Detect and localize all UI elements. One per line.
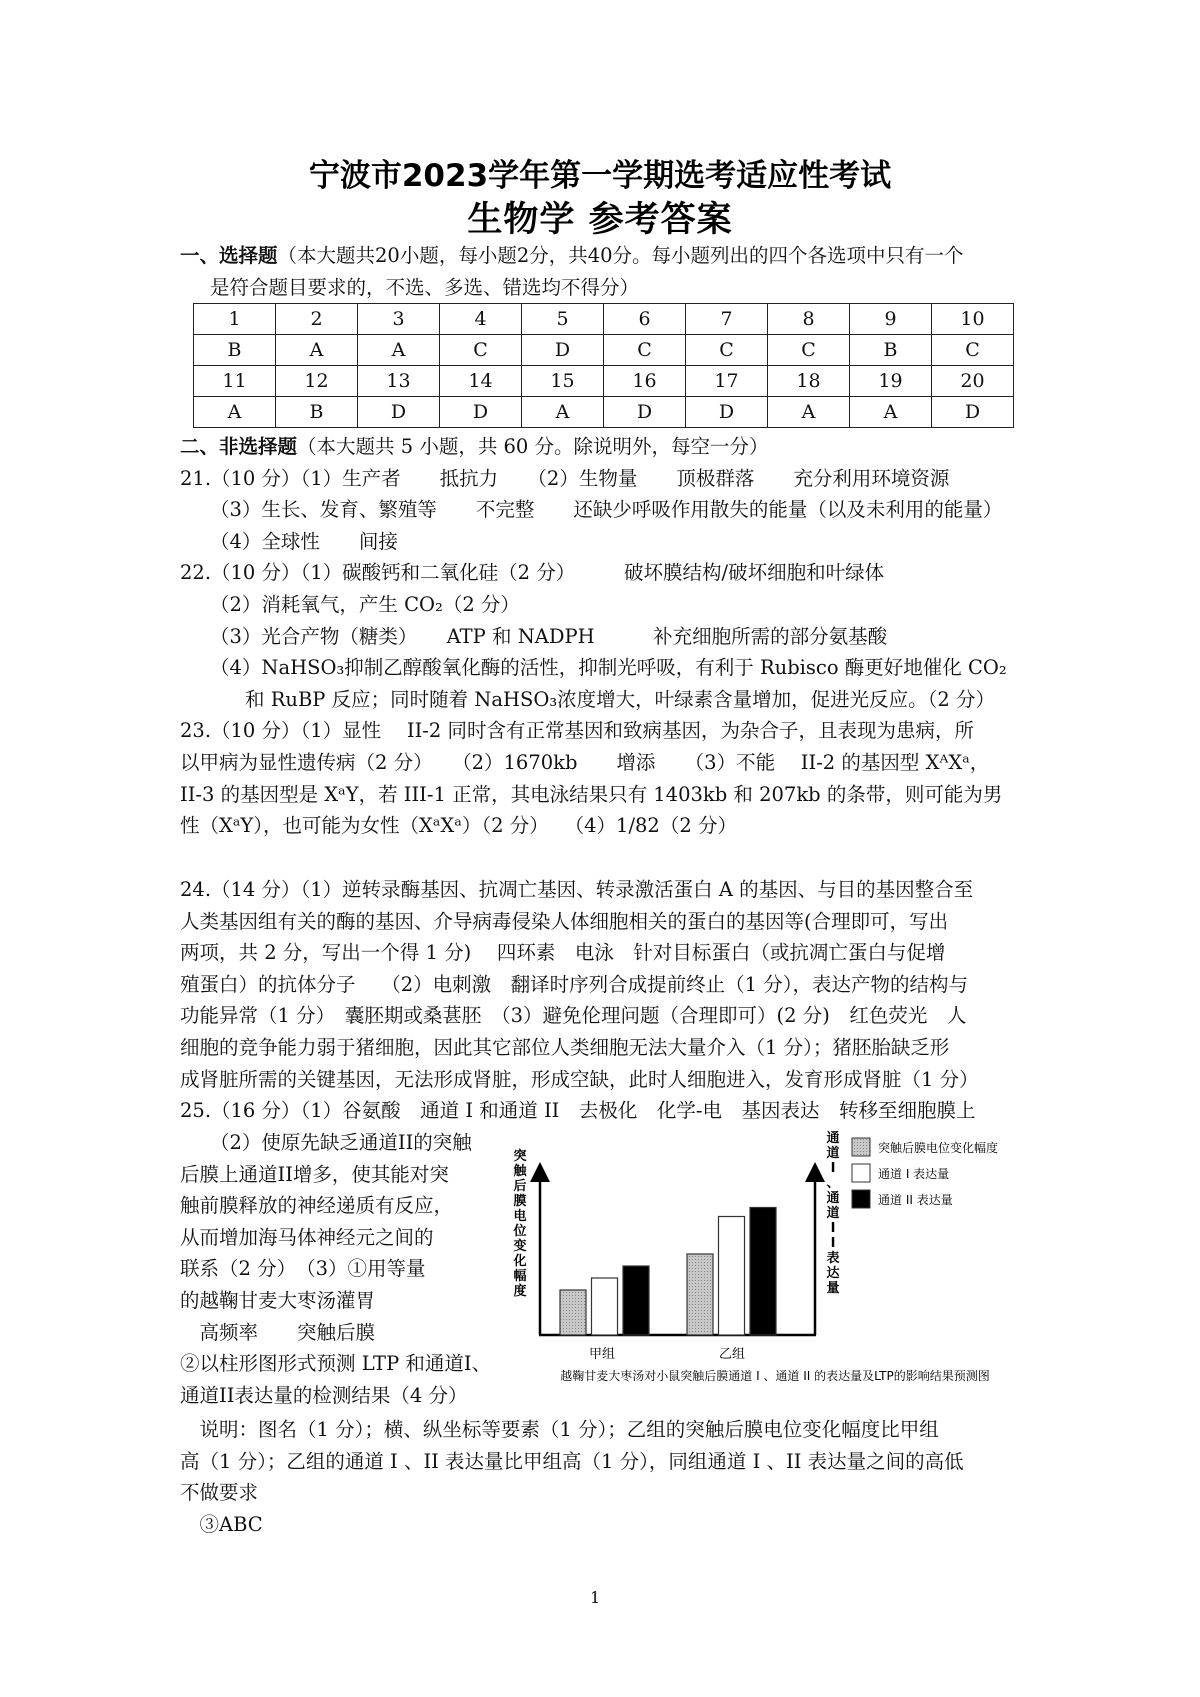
table-cell: C — [604, 335, 686, 366]
legend-label: 通道 I 表达量 — [878, 1167, 950, 1181]
q25-line: 的越鞠甘麦大枣汤灌胃 — [180, 1288, 376, 1312]
table-cell: 8 — [768, 304, 850, 335]
legend-swatch — [852, 1138, 870, 1156]
q24-line: 24.（14 分）（1）逆转录酶基因、抗凋亡基因、转录激活蛋白 A 的基因、与目的基因整合至 — [180, 878, 974, 901]
q22-line: （4）NaHSO₃抑制乙醇酸氧化酶的活性，抑制光呼吸，有利于 Rubisco 酶更好地催化 CO₂ — [210, 656, 1007, 680]
table-cell: 17 — [686, 366, 768, 397]
table-cell: 3 — [358, 304, 440, 335]
section2-desc: （本大题共 5 小题，共 60 分。除说明外，每空一分） — [297, 435, 769, 458]
note-line: 高（1 分）；乙组的通道 I 、II 表达量比甲组高（1 分），同组通道 I 、II 表达量之间的高低 — [180, 1449, 964, 1473]
table-cell: 10 — [932, 304, 1014, 335]
q24-line: 功能异常（1 分） 囊胚期或桑葚胚 （3）避免伦理问题（合理即可）(2 分) 红色荧光 人 — [180, 1004, 967, 1028]
table-cell: A — [276, 335, 358, 366]
q25-line: 25.（16 分）（1）谷氨酸 通道 I 和通道 II 去极化 化学-电 基因表达 转移至细胞膜上 — [180, 1099, 976, 1123]
table-cell: B — [850, 335, 932, 366]
table-cell: D — [932, 397, 1014, 428]
bar — [750, 1208, 776, 1336]
table-cell: 2 — [276, 304, 358, 335]
q24-line: 成肾脏所需的关键基因，无法形成肾脏，形成空缺，此时人细胞进入，发育形成肾脏（1 分） — [180, 1067, 979, 1091]
section1-heading: 一、选择题 — [180, 244, 278, 267]
y-axis-label-left: 突触后膜电位变化幅度 — [513, 1149, 527, 1299]
table-cell: B — [276, 397, 358, 428]
table-cell: 14 — [440, 366, 522, 397]
table-cell: 12 — [276, 366, 358, 397]
q24 — [180, 874, 1030, 1127]
q22-line: （2）消耗氧气，产生 CO₂（2 分） — [210, 592, 520, 616]
q22-line: （3）光合产物（糖类） ATP 和 NADPH 补充细胞所需的部分氨基酸 — [210, 624, 888, 648]
section2-heading: 二、非选择题 — [180, 435, 298, 458]
q25-line: 触前膜释放的神经递质有反应， — [180, 1194, 454, 1218]
q23-line: 以甲病为显性遗传病（2 分） （2）1670kb 增添 （3）不能 II-2 的基因型 XᴬXᵃ， — [180, 750, 990, 774]
table-cell: 15 — [522, 366, 604, 397]
question-number-row — [194, 304, 1014, 335]
question-number-row — [194, 366, 1014, 397]
q23-line: 23.（10 分）（1）显性 II-2 同时含有正常基因和致病基因，为杂合子，且表现为患病，所 — [180, 719, 974, 743]
bar — [592, 1278, 618, 1335]
table-cell: C — [932, 335, 1014, 366]
table-cell: B — [194, 335, 276, 366]
q25-line: 高频率 突触后膜 — [180, 1320, 376, 1344]
chart-title: 越鞠甘麦大枣汤对小鼠突触后膜通道 I 、通道 II 的表达量及LTP的影响结果预测图 — [560, 1369, 990, 1383]
table-cell: 13 — [358, 366, 440, 397]
q22-line: 和 RuBP 反应；同时随着 NaHSO₃浓度增大，叶绿素含量增加，促进光反应。（2 分） — [245, 687, 995, 711]
table-cell: D — [604, 397, 686, 428]
legend-label: 突触后膜电位变化幅度 — [878, 1141, 999, 1155]
q25-side-text — [180, 1127, 520, 1411]
note-line: 说明：图名（1 分）；横、纵坐标等要素（1 分）；乙组的突触后膜电位变化幅度比甲组 — [180, 1418, 939, 1441]
table-cell: 9 — [850, 304, 932, 335]
table-cell: 4 — [440, 304, 522, 335]
table-cell: 20 — [932, 366, 1014, 397]
q24-line: 人类基因组有关的酶的基因、介导病毒侵染人体细胞相关的蛋白的基因等(合理即可，写出 — [180, 909, 949, 933]
legend-label: 通道 II 表达量 — [878, 1193, 953, 1207]
table-cell: 1 — [194, 304, 276, 335]
q25-line: ②以柱形图形式预测 LTP 和通道I、 — [180, 1352, 492, 1376]
note-line: ③ABC — [180, 1512, 263, 1536]
section1-desc-2: 是符合题目要求的，不选、多选、错选均不得分） — [210, 275, 640, 299]
q25-line: 从而增加海马体神经元之间的 — [180, 1225, 434, 1249]
table-cell: 11 — [194, 366, 276, 397]
table-cell: C — [686, 335, 768, 366]
table-cell: A — [194, 397, 276, 428]
q25-line: 通道II表达量的检测结果（4 分） — [180, 1383, 468, 1407]
table-cell: 18 — [768, 366, 850, 397]
bar — [623, 1266, 649, 1335]
section1-header — [180, 240, 1030, 303]
q21-line: 21.（10 分）（1）生产者 抵抗力 （2）生物量 顶极群落 充分利用环境资源 — [180, 466, 950, 490]
table-cell: C — [768, 335, 850, 366]
q21-line: （4）全球性 间接 — [210, 529, 398, 553]
bar — [719, 1217, 745, 1336]
table-cell: 16 — [604, 366, 686, 397]
q24-line: 细胞的竞争能力弱于猪细胞，因此其它部位人类细胞无法大量介入（1 分）；猪胚胎缺乏形 — [180, 1035, 950, 1059]
doc-subtitle: 生物学 参考答案 — [467, 200, 733, 240]
y-axis-label-right: 通道 I 、通道 I I 表达量 — [826, 1131, 840, 1296]
table-cell: D — [686, 397, 768, 428]
answer-row — [194, 397, 1014, 428]
q25-notes — [180, 1414, 1030, 1540]
q25-line: 联系（2 分） （3）①用等量 — [180, 1257, 426, 1281]
table-cell: 7 — [686, 304, 768, 335]
section1-desc-1: （本大题共20小题，每小题2分，共40分。每小题列出的四个各选项中只有一个 — [277, 244, 964, 267]
q21-line: （3）生长、发育、繁殖等 不完整 还缺少呼吸作用散失的能量（以及未利用的能量） — [210, 498, 1003, 522]
bar — [687, 1254, 713, 1335]
table-cell: A — [768, 397, 850, 428]
note-line: 不做要求 — [180, 1481, 259, 1505]
bar — [560, 1290, 586, 1335]
x-tick-label: 乙组 — [718, 1347, 746, 1362]
q25-line: （2）使原先缺乏通道II的突触 — [210, 1131, 472, 1154]
q24-line: 殖蛋白）的抗体分子 （2）电刺激 翻译时序列合成提前终止（1 分），表达产物的结构与 — [180, 972, 968, 996]
table-cell: D — [440, 397, 522, 428]
table-cell: 5 — [522, 304, 604, 335]
answer-row — [194, 335, 1014, 366]
q22-line: 22.（10 分）（1）碳酸钙和二氧化硅（2 分） 破坏膜结构/破坏细胞和叶绿体 — [180, 561, 885, 585]
q24-line: 两项，共 2 分，写出一个得 1 分) 四环素 电泳 针对目标蛋白（或抗凋亡蛋白与促增 — [180, 941, 946, 965]
x-tick-label: 甲组 — [588, 1347, 616, 1362]
q23-line: II-3 的基因型是 XᵃY，若 III-1 正常，其电泳结果只有 1403kb 和 207kb 的条带，则可能为男 — [180, 782, 1003, 806]
table-cell: A — [358, 335, 440, 366]
table-cell: 6 — [604, 304, 686, 335]
section2 — [180, 431, 1030, 842]
table-cell: C — [440, 335, 522, 366]
doc-title: 宁波市2023学年第一学期选考适应性考试 — [308, 158, 892, 194]
legend-swatch — [852, 1190, 870, 1208]
page-number: 1 — [590, 1588, 601, 1607]
bar-chart — [500, 1130, 1060, 1390]
table-cell: D — [522, 335, 604, 366]
table-cell: A — [522, 397, 604, 428]
q25-line: 后膜上通道II增多，使其能对突 — [180, 1162, 449, 1186]
legend-swatch — [852, 1164, 870, 1182]
q23-line: 性（XᵃY），也可能为女性（XᵃXᵃ）（2 分） （4）1/82（2 分） — [180, 814, 737, 838]
table-cell: A — [850, 397, 932, 428]
table-cell: 19 — [850, 366, 932, 397]
answer-table — [193, 303, 1014, 428]
table-cell: D — [358, 397, 440, 428]
